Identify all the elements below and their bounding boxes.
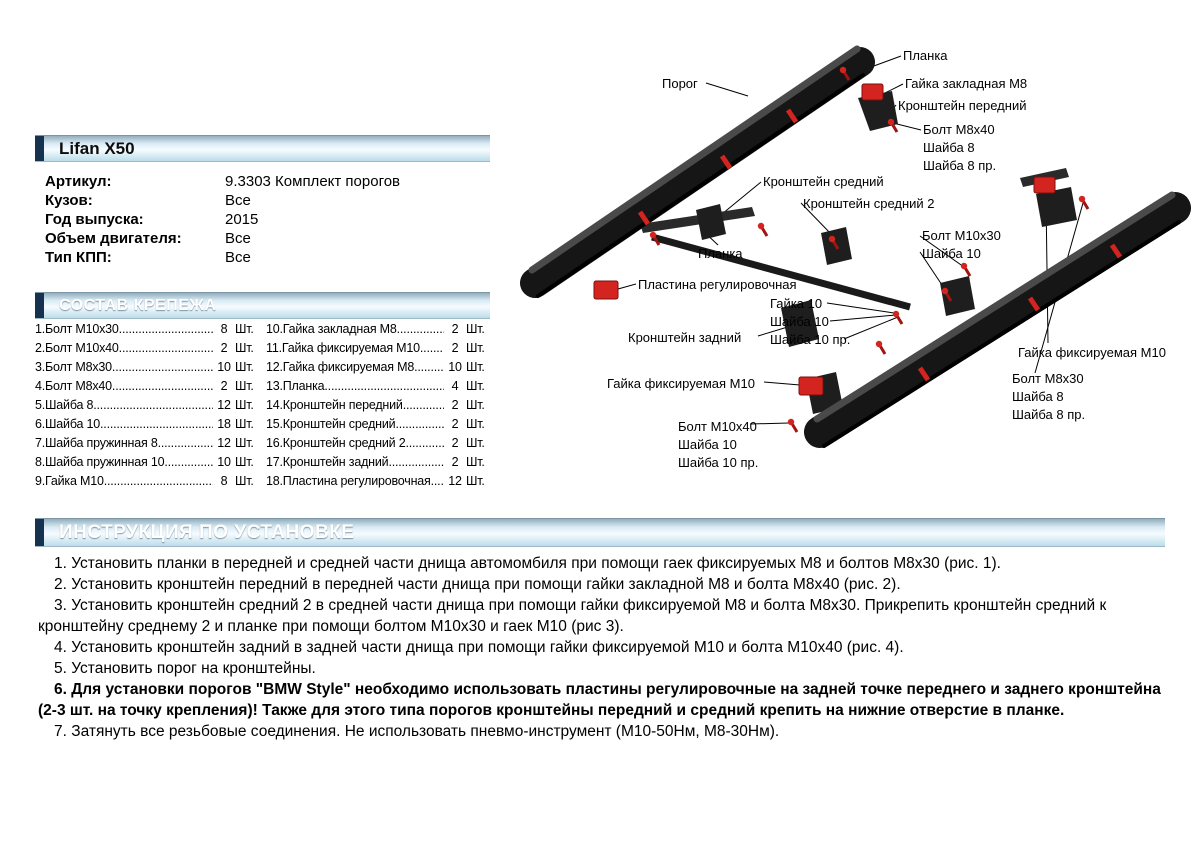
instruction-step-1: 1. Установить планки в передней и средней части днища автомомбиля при помощи гаек фиксируемых М8 и болтов М8х30 (рис. 1).	[54, 555, 1001, 572]
callout-shaiba-8-pr-b: Шайба 8 пр.	[1012, 407, 1086, 422]
part-qty: 2	[451, 455, 459, 469]
callout-shaiba-10-pr-a: Шайба 10 пр.	[770, 332, 851, 347]
part-row	[35, 474, 261, 493]
part-row	[266, 322, 492, 341]
part-row	[266, 341, 492, 360]
spec-value: Все	[225, 249, 251, 266]
part-unit: Шт.	[466, 379, 485, 393]
part-unit: Шт.	[235, 455, 254, 469]
brackets-and-bars	[640, 60, 1077, 414]
instruction-step-4: 4. Установить кронштейн задний в задней части днища при помощи гайки фиксируемой М10 и болта М10х40 (рис. 4).	[54, 639, 904, 656]
part-name: 7.Шайба пружинная 8	[35, 436, 158, 450]
callout-shaiba-10-c: Шайба 10	[678, 437, 737, 452]
callout-shaiba-10-a: Шайба 10	[922, 246, 981, 261]
part-qty: 10	[217, 455, 231, 469]
dot-leader	[158, 436, 213, 450]
part-unit: Шт.	[235, 398, 254, 412]
dot-leader	[395, 417, 444, 431]
part-qty: 10	[217, 360, 231, 374]
part-name: 17.Кронштейн задний	[266, 455, 389, 469]
spec-value: Все	[225, 192, 251, 209]
callout-planka-mid: Планка	[698, 246, 743, 261]
dot-leader	[420, 341, 444, 355]
part-qty: 12	[448, 474, 462, 488]
callout-shaiba-8: Шайба 8	[923, 140, 975, 155]
spec-label: Объем двигателя:	[45, 230, 182, 247]
dot-leader	[93, 398, 213, 412]
part-row	[35, 417, 261, 436]
spec-row	[45, 248, 490, 267]
part-qty: 2	[451, 436, 459, 450]
dot-leader	[397, 322, 444, 336]
part-qty: 18	[217, 417, 231, 431]
part-name: 11.Гайка фиксируемая М10	[266, 341, 420, 355]
parts-header-bar	[35, 292, 490, 319]
part-qty: 2	[451, 398, 459, 412]
part-row	[266, 455, 492, 474]
dot-leader	[119, 322, 213, 336]
instruction-step-5: 5. Установить порог на кронштейны.	[54, 660, 316, 677]
parts-title: СОСТАВ КРЕПЕЖА	[59, 296, 217, 314]
dot-leader	[112, 379, 213, 393]
callout-kronshtein-sredniy: Кронштейн средний	[763, 174, 884, 189]
callout-bolt-m10x40: Болт М10х40	[678, 419, 757, 434]
instructions-header-bar	[35, 518, 1165, 547]
spec-row	[45, 210, 490, 229]
part-unit: Шт.	[466, 417, 485, 431]
part-unit: Шт.	[235, 474, 254, 488]
part-unit: Шт.	[235, 436, 254, 450]
part-qty: 8	[220, 474, 228, 488]
callout-shaiba-10-b: Шайба 10	[770, 314, 829, 329]
part-qty: 2	[220, 341, 228, 355]
callout-plastina: Пластина регулировочная	[638, 277, 797, 292]
spec-row	[45, 229, 490, 248]
dot-leader	[434, 474, 444, 488]
part-qty: 4	[451, 379, 459, 393]
dot-leader	[403, 398, 444, 412]
part-row	[35, 322, 261, 341]
part-row	[35, 455, 261, 474]
part-name: 13.Планка	[266, 379, 325, 393]
spec-label: Год выпуска:	[45, 211, 144, 228]
dot-leader	[119, 341, 213, 355]
part-qty: 2	[451, 341, 459, 355]
instruction-step-6: 6. Для установки порогов "BMW Style" необходимо использовать пластины регулировочные на задней точке переднего и заднего кронштейна (2-3 шт. на точку крепления)! Также для этого типа порогов кронштейны передний и средний крепить на нижние отверстие в планке.	[38, 681, 1161, 719]
callout-shaiba-8-b: Шайба 8	[1012, 389, 1064, 404]
instructions-list	[38, 553, 1166, 742]
part-row	[266, 398, 492, 417]
callout-bolt-m8x30: Болт М8х30	[1012, 371, 1084, 386]
instruction-step-3: 3. Установить кронштейн средний 2 в средней части днища при помощи гайки фиксируемой М8 и болта М8х30. Прикрепить кронштейн средний к кронштейну среднему 2 и планке при помощи болтом М10х30 и гаек М10 (рис 3).	[38, 597, 1107, 635]
callout-kronshtein-peredniy: Кронштейн передний	[898, 98, 1027, 113]
part-name: 5.Шайба 8	[35, 398, 94, 412]
dot-leader	[104, 474, 213, 488]
part-name: 15.Кронштейн средний	[266, 417, 396, 431]
callout-porog: Порог	[662, 76, 698, 91]
parts-column-left	[35, 322, 261, 493]
part-unit: Шт.	[466, 341, 485, 355]
part-unit: Шт.	[466, 322, 485, 336]
dot-leader	[388, 455, 444, 469]
part-qty: 2	[451, 322, 459, 336]
part-row	[35, 398, 261, 417]
part-name: 12.Гайка фиксируемая М8	[266, 360, 415, 374]
spec-value: 9.3303 Комплект порогов	[225, 173, 401, 190]
callout-shaiba-10-pr-b: Шайба 10 пр.	[678, 455, 759, 470]
part-unit: Шт.	[235, 417, 254, 431]
dot-leader	[324, 379, 444, 393]
part-unit: Шт.	[466, 398, 485, 412]
part-qty: 12	[217, 398, 231, 412]
part-unit: Шт.	[235, 360, 254, 374]
callout-gaika-fiks-m10-l: Гайка фиксируемая М10	[607, 376, 755, 391]
dot-leader	[164, 455, 213, 469]
part-qty: 10	[448, 360, 462, 374]
part-name: 18.Пластина регулировочная.	[266, 474, 434, 488]
parts-column-right	[266, 322, 492, 493]
part-name: 10.Гайка закладная М8	[266, 322, 397, 336]
callout-kronshtein-sredniy2: Кронштейн средний 2	[803, 196, 935, 211]
spec-row	[45, 191, 490, 210]
dot-leader	[112, 360, 213, 374]
dot-leader	[414, 360, 444, 374]
part-row	[266, 360, 492, 379]
spec-label: Тип КПП:	[45, 249, 112, 266]
callout-gaika-10: Гайка 10	[770, 296, 823, 311]
part-name: 2.Болт М10х40	[35, 341, 119, 355]
part-qty: 2	[451, 417, 459, 431]
spec-list	[45, 172, 490, 267]
callout-bolt-m10x30: Болт М10х30	[922, 228, 1001, 243]
part-name: 16.Кронштейн средний 2	[266, 436, 406, 450]
instruction-step-7: 7. Затянуть все резьбовые соединения. Не использовать пневмо-инструмент (М10-50Нм, М8-30Нм).	[54, 723, 780, 740]
part-name: 1.Болт М10х30	[35, 322, 119, 336]
spec-label: Артикул:	[45, 173, 112, 190]
callout-shaiba-8-pr: Шайба 8 пр.	[923, 158, 997, 173]
spec-value: 2015	[225, 211, 259, 228]
instructions-title: ИНСТРУКЦИЯ ПО УСТАНОВКЕ	[59, 521, 355, 543]
part-unit: Шт.	[466, 474, 485, 488]
part-name: 4.Болт М8х40	[35, 379, 112, 393]
part-row	[266, 379, 492, 398]
part-unit: Шт.	[466, 360, 485, 374]
spec-row	[45, 172, 490, 191]
spec-value: Все	[225, 230, 251, 247]
part-unit: Шт.	[466, 436, 485, 450]
callout-kronshtein-zadniy: Кронштейн задний	[628, 330, 742, 345]
callout-planka-top: Планка	[903, 48, 948, 63]
spec-label: Кузов:	[45, 192, 93, 209]
callout-gaika-fiks-m10-r: Гайка фиксируемая М10	[1018, 345, 1166, 360]
exploded-view-diagram	[490, 0, 1200, 505]
part-qty: 8	[220, 322, 228, 336]
dot-leader	[100, 417, 213, 431]
part-unit: Шт.	[235, 379, 254, 393]
part-qty: 12	[217, 436, 231, 450]
part-row	[266, 417, 492, 436]
part-name: 8.Шайба пружинная 10	[35, 455, 165, 469]
part-name: 14.Кронштейн передний	[266, 398, 403, 412]
part-row	[35, 360, 261, 379]
part-row	[266, 474, 492, 493]
part-row	[266, 436, 492, 455]
part-unit: Шт.	[235, 322, 254, 336]
diagram-drawing	[490, 0, 1200, 505]
model-header-bar	[35, 135, 490, 162]
part-unit: Шт.	[235, 341, 254, 355]
callout-bolt-m8x40: Болт М8х40	[923, 122, 995, 137]
dot-leader	[405, 436, 444, 450]
part-qty: 2	[220, 379, 228, 393]
callout-gaika-zakladnaya: Гайка закладная М8	[905, 76, 1028, 91]
part-row	[35, 379, 261, 398]
part-name: 9.Гайка М10	[35, 474, 104, 488]
part-unit: Шт.	[466, 455, 485, 469]
part-row	[35, 341, 261, 360]
instruction-step-2: 2. Установить кронштейн передний в передней части днища при помощи гайки закладной М8 и болта М8х40 (рис. 2).	[54, 576, 901, 593]
part-name: 6.Шайба 10	[35, 417, 101, 431]
part-name: 3.Болт М8х30	[35, 360, 112, 374]
model-title: Lifan X50	[59, 138, 135, 158]
part-row	[35, 436, 261, 455]
